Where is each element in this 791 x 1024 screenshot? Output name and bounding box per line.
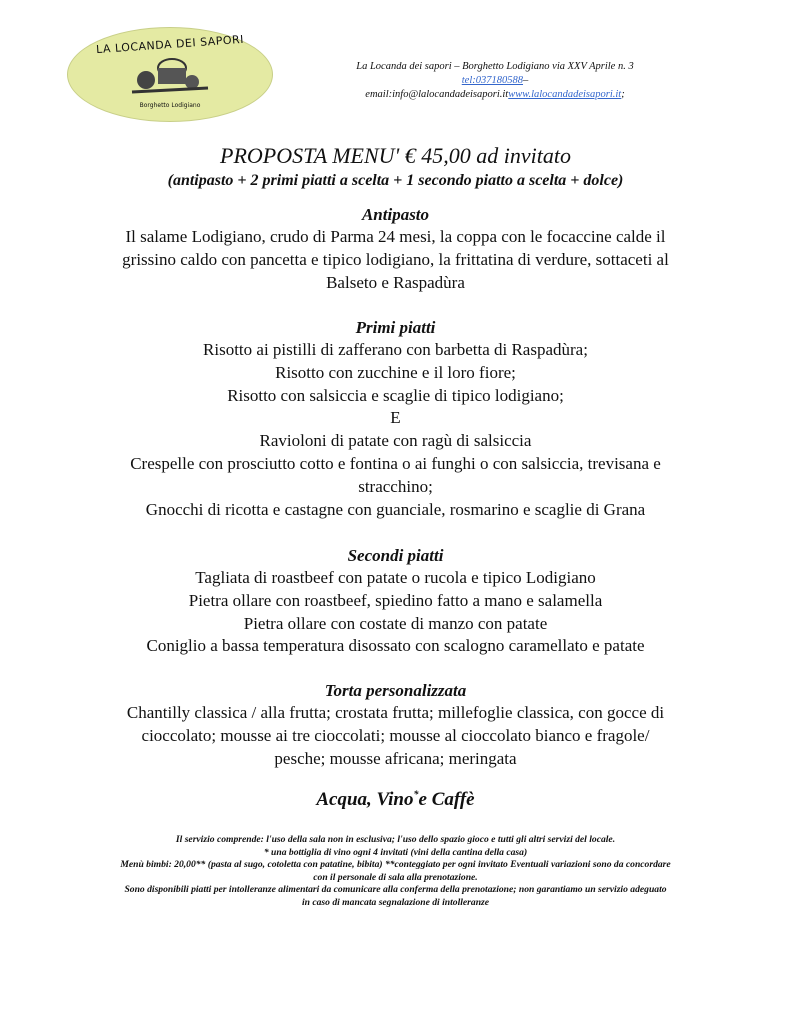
- contact-info: [310, 60, 680, 102]
- website-link[interactable]: www.lalocandadeisapori.it: [508, 89, 622, 100]
- footer-line: con il personale di sala alla prenotazione.: [313, 871, 478, 883]
- logo-title: LA LOCANDA DEI SAPORI: [95, 32, 245, 57]
- footer-line: * una bottiglia di vino ogni 4 invitati (vini della cantina della casa): [263, 846, 528, 858]
- menu-line: pesche; mousse africana; meringata: [274, 748, 517, 768]
- section-heading: Primi piatti: [355, 318, 436, 337]
- menu-line: Il salame Lodigiano, crudo di Parma 24 mesi, la coppa con le focaccine calde il: [125, 227, 666, 246]
- footer-line: Il servizio comprende: l'uso della sala non in esclusiva; l'uso dello spazio gioco e tutti gli altri servizi del locale.: [175, 834, 616, 845]
- email: email:info@lalocandadeisapori.it: [365, 89, 509, 100]
- address: La Locanda dei sapori – Borghetto Lodigiano via XXV Aprile n. 3: [356, 61, 634, 72]
- section-heading: Torta personalizzata: [324, 681, 467, 700]
- logo-subtitle: Borghetto Lodigiano: [139, 102, 201, 109]
- menu-line: Risotto con zucchine e il loro fiore;: [275, 362, 516, 382]
- section-torta: [40, 679, 751, 770]
- phone-link[interactable]: tel:037180588: [461, 75, 523, 86]
- section-secondi: [40, 544, 751, 658]
- restaurant-logo: [67, 27, 273, 122]
- menu-subtitle: (antipasto + 2 primi piatti a scelta + 1 secondo piatto a scelta + dolce): [167, 172, 624, 189]
- menu-line: Pietra ollare con roastbeef, spiedino fatto a mano e salamella: [188, 590, 603, 610]
- footnote-mark: *: [413, 789, 419, 801]
- menu-line: cioccolato; mousse ai tre cioccolati; mousse al cioccolato bianco e fragole/: [141, 725, 650, 745]
- section-antipasto: [40, 203, 751, 294]
- menu-line: grissino caldo con pancetta e tipico lodigiano, la frittatina di verdure, sottaceti al: [122, 249, 669, 269]
- menu-line: Coniglio a bassa temperatura disossato con scalogno caramellato e patate: [146, 636, 645, 656]
- section-heading: Antipasto: [361, 205, 430, 224]
- footer-notes: [40, 834, 751, 910]
- footer-line: in caso di mancata segnalazione di intolleranze: [301, 896, 490, 908]
- separator: –: [523, 75, 529, 86]
- menu-line: Chantilly classica / alla frutta; crostata frutta; millefoglie classica, con gocce di: [126, 703, 665, 722]
- cooking-pot-illustration-icon: [130, 54, 210, 96]
- menu-line: Gnocchi di ricotta e castagne con guanciale, rosmarino e scaglie di Grana: [145, 499, 646, 519]
- menu-line: stracchino;: [358, 476, 433, 496]
- footer-line: Sono disponibili piatti per intolleranze alimentari da comunicare alla conferma della prenotazione; non garantiamo un servizio adeguato: [124, 884, 667, 896]
- menu-line: Ravioloni di patate con ragù di salsiccia: [259, 431, 532, 451]
- menu-line: Crespelle con prosciutto cotto e fontina o ai funghi o con salsiccia, trevisana e: [130, 453, 661, 473]
- menu-line: Pietra ollare con costate di manzo con patate: [243, 613, 548, 633]
- footer-line: Menù bimbi: 20,00** (pasta al sugo, cotoletta con patatine, bibita) **conteggiato per ogni invitato Eventuali variazioni sono da concordare: [120, 859, 671, 871]
- menu-line: Risotto con salsiccia e scaglie di tipico lodigiano;: [227, 385, 564, 405]
- drinks-line: [40, 789, 751, 811]
- section-heading: Secondi piatti: [347, 546, 444, 565]
- section-primi: [40, 316, 751, 521]
- drinks-text: Acqua, Vino: [316, 789, 414, 810]
- menu-title: PROPOSTA MENU' € 45,00 ad invitato: [220, 143, 571, 168]
- menu-line: Risotto ai pistilli di zafferano con barbetta di Raspadùra;: [203, 340, 588, 359]
- menu-line: Balseto e Raspadùra: [326, 272, 465, 292]
- drinks-text: e Caffè: [418, 789, 475, 810]
- menu-line: Tagliata di roastbeef con patate o rucola e tipico Lodigiano: [195, 568, 596, 587]
- separator: ;: [621, 89, 625, 100]
- menu-line: E: [390, 408, 401, 428]
